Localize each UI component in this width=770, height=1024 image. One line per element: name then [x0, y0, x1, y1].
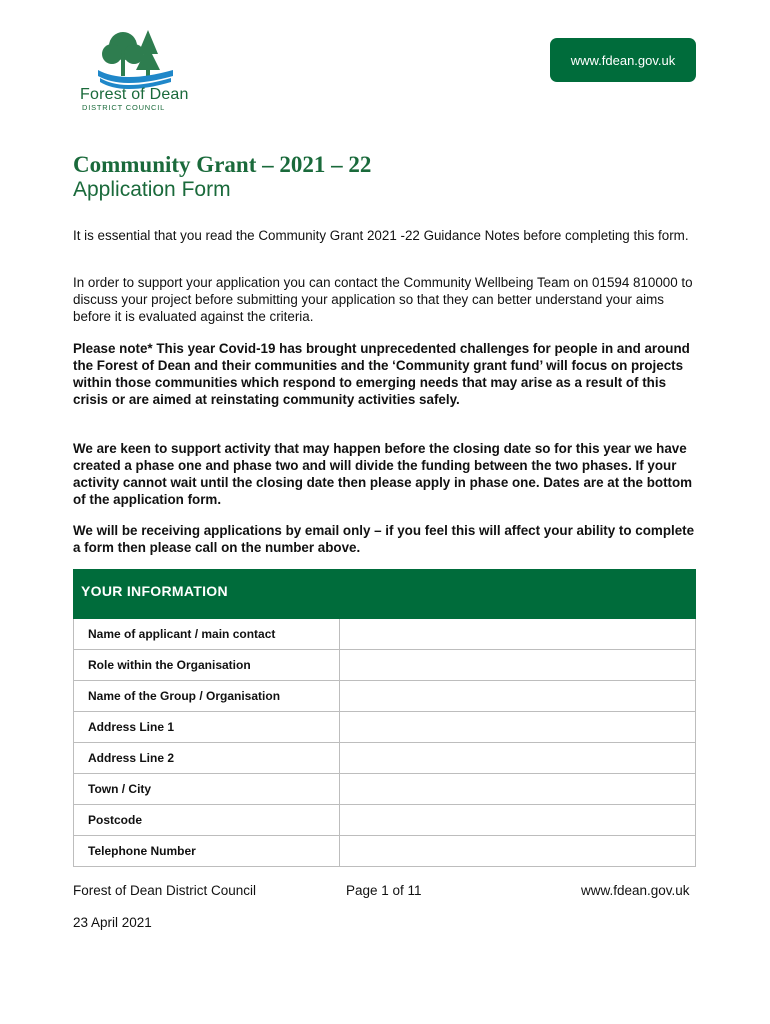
footer-page-number: Page 1 of 11: [346, 883, 422, 898]
page-title: Community Grant – 2021 – 22: [73, 152, 372, 177]
town-city-field[interactable]: [340, 774, 696, 805]
field-label-organisation: Name of the Group / Organisation: [74, 681, 340, 712]
table-row: [74, 681, 696, 712]
your-information-heading: YOUR INFORMATION: [74, 570, 696, 619]
email-only-paragraph: We will be receiving applications by email only – if you feel this will affect your ability to complete a form then please call on the number above.: [73, 523, 695, 555]
contact-paragraph: In order to support your application you can contact the Community Wellbeing Team on 01594 810000 to discuss your project before submitting your application so that they can better understand your aims before it is evaluated against the criteria.: [73, 275, 693, 324]
table-row: [74, 836, 696, 867]
phases-paragraph: We are keen to support activity that may happen before the closing date so for this year we have created a phase one and phase two and will divide the funding between the two phases. If your activity cannot wait until the closing date then please apply in phase one. Dates are at the bottom of the application form.: [73, 441, 693, 507]
postcode-field[interactable]: [340, 805, 696, 836]
intro-paragraph: It is essential that you read the Community Grant 2021 -22 Guidance Notes before completing this form.: [73, 228, 689, 243]
field-label-address-1: Address Line 1: [74, 712, 340, 743]
table-row: [74, 619, 696, 650]
table-row: [74, 743, 696, 774]
role-field[interactable]: [340, 650, 696, 681]
footer-date: 23 April 2021: [73, 915, 152, 930]
telephone-field[interactable]: [340, 836, 696, 867]
website-badge[interactable]: www.fdean.gov.uk: [550, 38, 696, 82]
table-row: [74, 805, 696, 836]
field-label-address-2: Address Line 2: [74, 743, 340, 774]
footer-org: Forest of Dean District Council: [73, 883, 257, 898]
page-subtitle: Application Form: [73, 178, 231, 201]
footer-url[interactable]: www.fdean.gov.uk: [581, 883, 690, 898]
table-row: [74, 774, 696, 805]
address-line-2-field[interactable]: [340, 743, 696, 774]
address-line-1-field[interactable]: [340, 712, 696, 743]
logo-wordmark: Forest of Dean: [80, 86, 189, 103]
covid-note-paragraph: Please note* This year Covid-19 has brought unprecedented challenges for people in and around the Forest of Dean and their communities and the ‘Community grant fund’ will focus on projects within those communities which respond to emerging needs that may arise as a result of this crisis or are aimed at reinstating community activities safely.: [73, 341, 690, 407]
table-row: [74, 650, 696, 681]
field-label-role: Role within the Organisation: [74, 650, 340, 681]
field-label-postcode: Postcode: [74, 805, 340, 836]
field-label-applicant-name: Name of applicant / main contact: [74, 619, 340, 650]
field-label-telephone: Telephone Number: [74, 836, 340, 867]
your-information-table: [73, 569, 696, 867]
field-label-town: Town / City: [74, 774, 340, 805]
organisation-field[interactable]: [340, 681, 696, 712]
applicant-name-field[interactable]: [340, 619, 696, 650]
table-row: [74, 712, 696, 743]
logo-subtitle: DISTRICT COUNCIL: [82, 103, 166, 112]
